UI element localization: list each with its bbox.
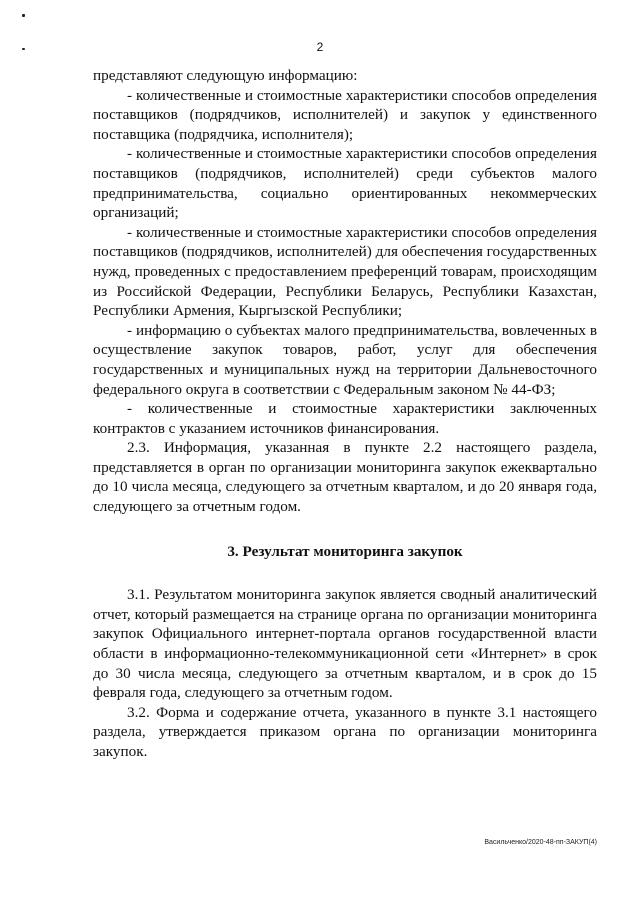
list-item: - количественные и стоимостные характеристики способов определения поставщиков (подрядчиков, исполнителей) среди субъектов малого предпринимательства, социально ориентированных некоммерческих организаций;: [93, 145, 597, 222]
document-code: Васильченко/2020-48-пп-ЗАКУП(4): [484, 839, 597, 846]
list-item: - количественные и стоимостные характеристики способов определения поставщиков (подрядчиков, исполнителей) и закупок у единственного поставщика (подрядчика, исполнителя);: [93, 86, 597, 143]
list-item: - количественные и стоимостные характеристики заключенных контрактов с указанием источников финансирования.: [93, 400, 597, 437]
paragraph-2-3: 2.3. Информация, указанная в пункте 2.2 настоящего раздела, представляется в орган по организации мониторинга закупок ежеквартально до 10 числа месяца, следующего за отчетным кварталом, и до 20 января года, следующего за отчетным годом.: [93, 439, 597, 516]
paragraph-3-1: 3.1. Результатом мониторинга закупок является сводный аналитический отчет, который размещается на странице органа по организации мониторинга закупок Официального интернет-портала органов государственной власти области в информационно-телекоммуникационной сети «Интернет» в срок до 30 числа месяца, следующего за отчетным кварталом, и в срок до 15 февраля года, следующего за отчетным годом.: [93, 586, 597, 702]
section-heading: 3. Результат мониторинга закупок: [227, 542, 463, 560]
scan-speck: [22, 14, 25, 17]
list-item: - информацию о субъектах малого предпринимательства, вовлеченных в осуществление закупок товаров, работ, услуг для обеспечения государственных и муниципальных нужд на территории Дальневосточного федерального округа в соответствии с Федеральным законом № 44-ФЗ;: [93, 321, 597, 398]
intro-line: представляют следующую информацию:: [93, 67, 358, 84]
list-item: - количественные и стоимостные характеристики способов определения поставщиков (подрядчиков, исполнителей) для обеспечения государственных нужд, проведенных с предоставлением преференций товарам, происходящим из Российской Федерации, Республики Беларусь, Республики Казахстан, Республики Армения, Кыргызской Республики;: [93, 223, 597, 320]
document-body: [93, 66, 597, 762]
paragraph-3-2: 3.2. Форма и содержание отчета, указанного в пункте 3.1 настоящего раздела, утверждается приказом органа по организации мониторинга закупок.: [93, 703, 597, 760]
page-number: 2: [316, 40, 324, 54]
